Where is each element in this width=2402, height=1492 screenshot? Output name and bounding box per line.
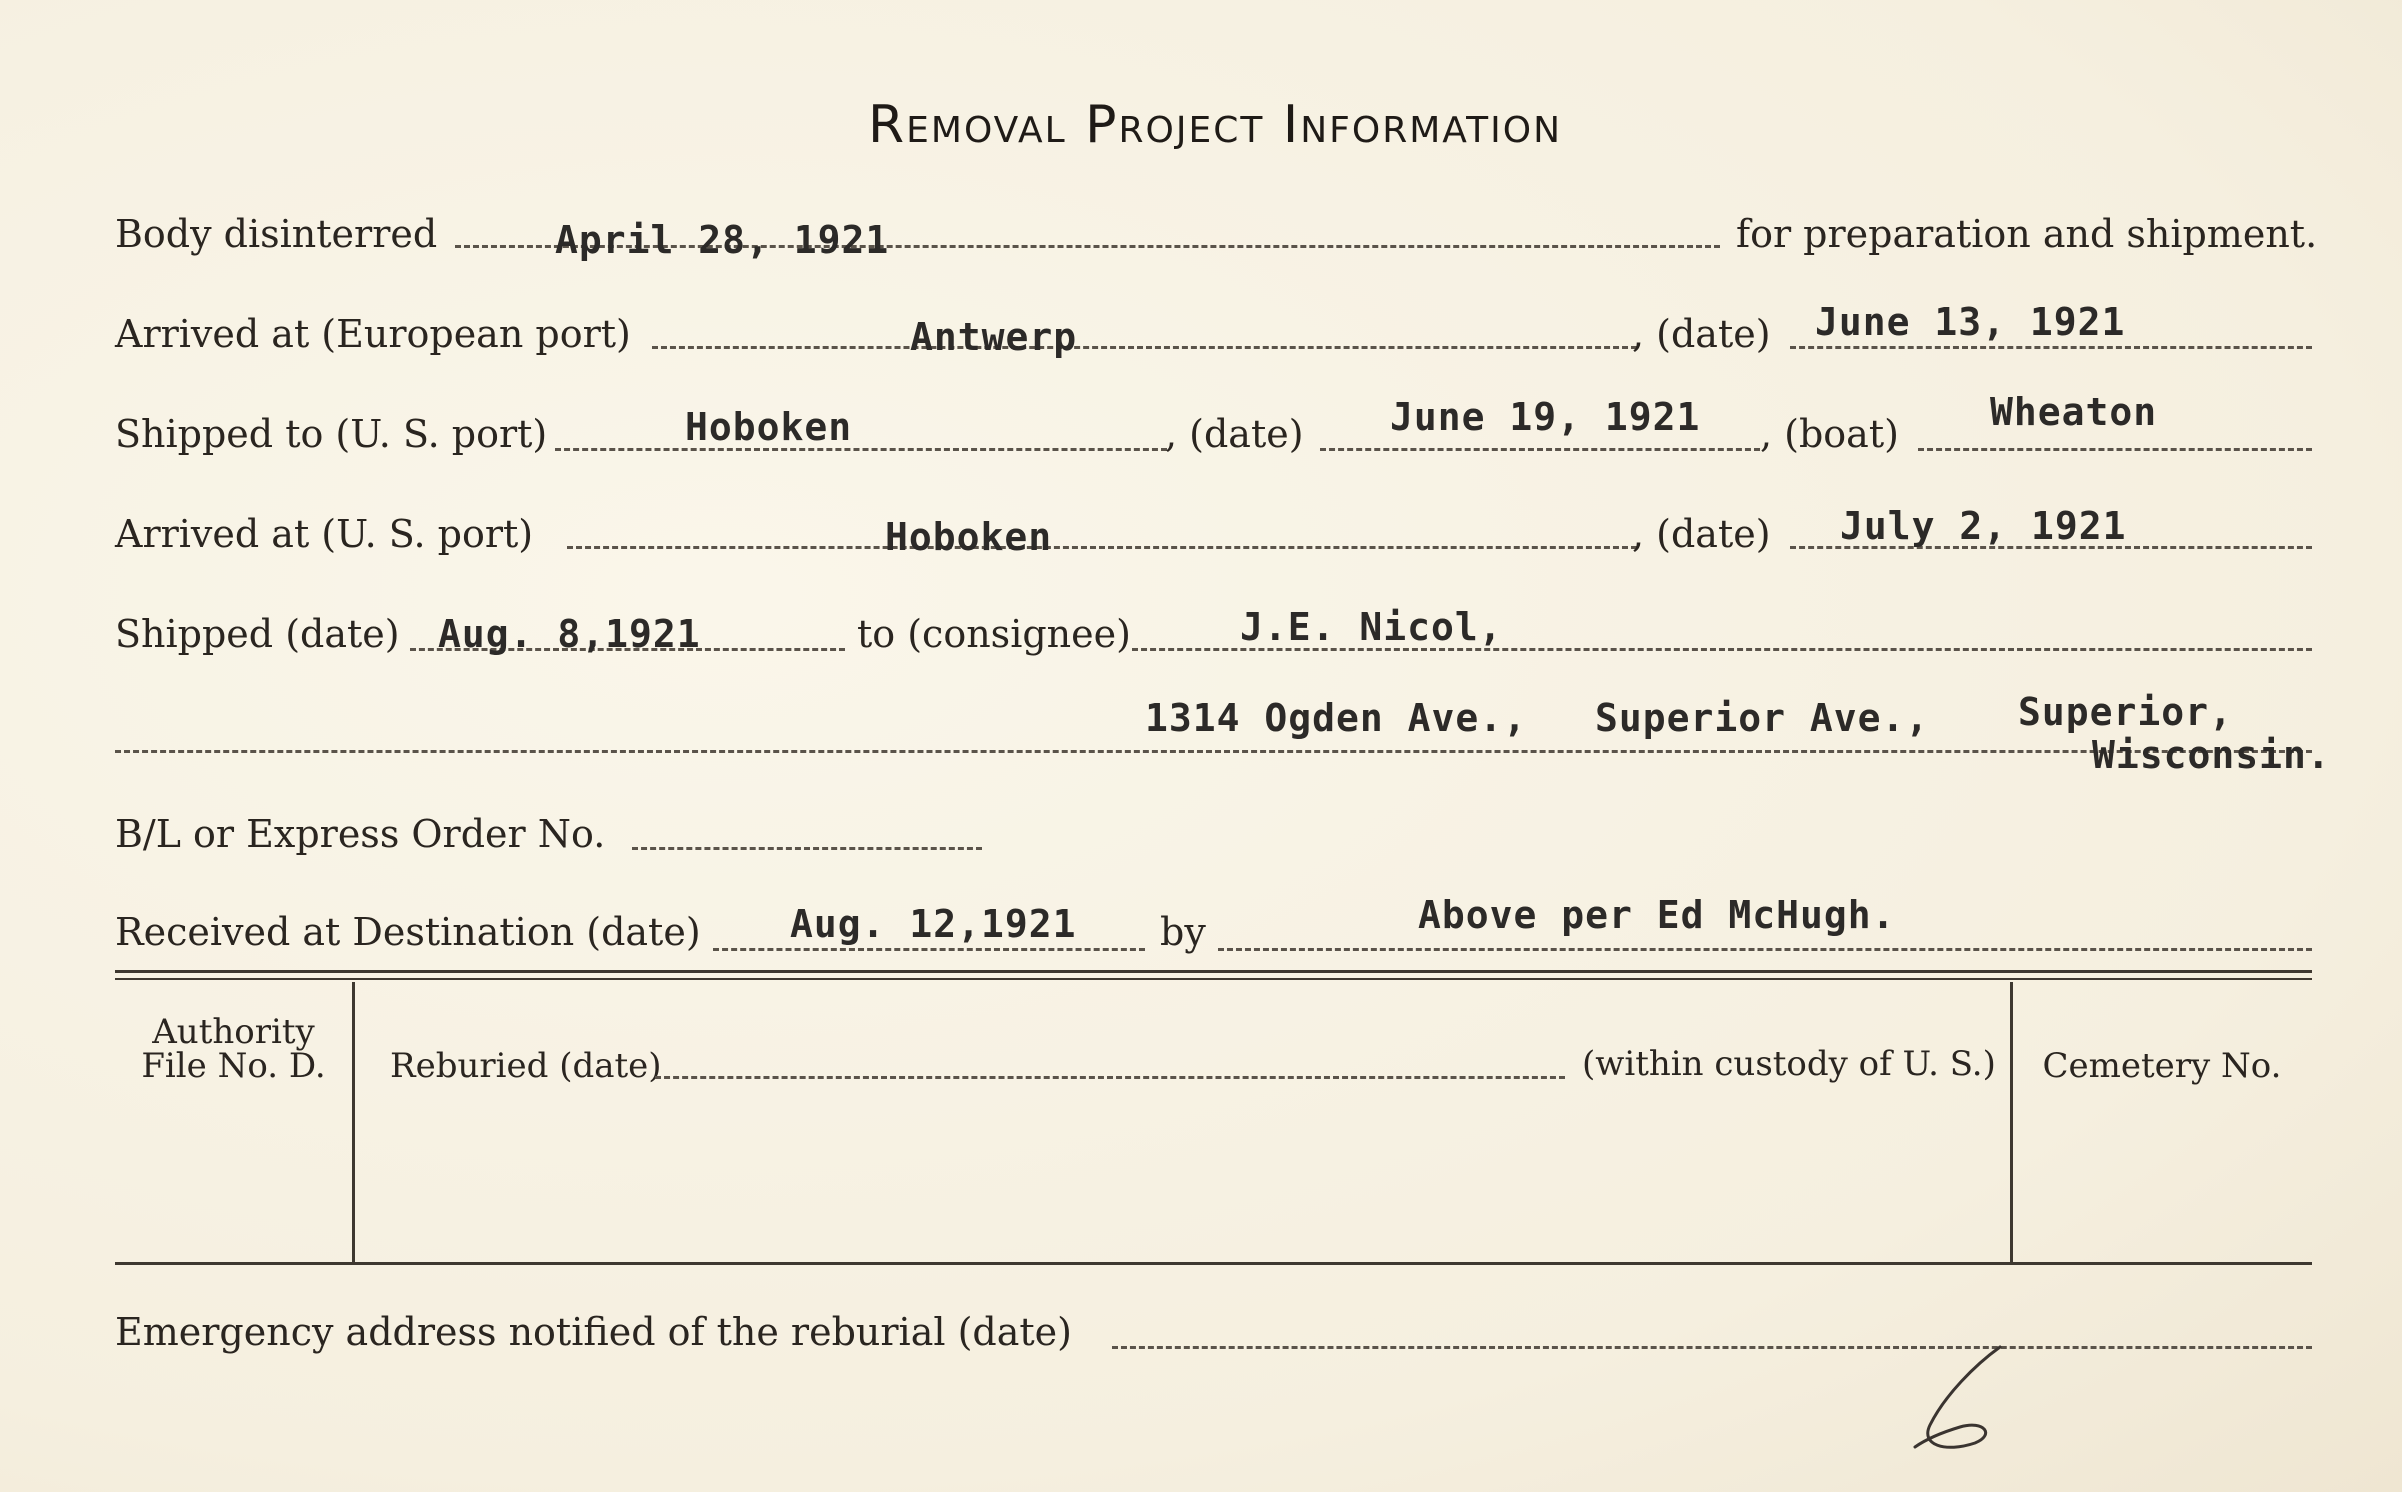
label-boat: , (boat): [1760, 412, 1899, 456]
label-shipped-date: Shipped (date): [115, 612, 400, 656]
value-consignee-address-1: 1314 Ogden Ave.,: [1145, 696, 1528, 740]
fill-line: [1790, 346, 2312, 349]
fill-line: [115, 750, 2312, 753]
fill-line: [1918, 448, 2312, 451]
card-title: Removal Project Information: [868, 95, 1562, 155]
fill-line: [652, 346, 1637, 349]
label-to-consignee: to (consignee): [857, 612, 1131, 656]
label-arrived-us-port: Arrived at (U. S. port): [115, 512, 534, 556]
value-received-date: Aug. 12,1921: [790, 902, 1077, 946]
label-file-no: File No. D.: [141, 1046, 326, 1086]
fill-line: [567, 546, 1637, 549]
label-received-destination: Received at Destination (date): [115, 910, 701, 954]
table-divider: [352, 982, 355, 1264]
value-disinterred-date: April 28, 1921: [555, 218, 890, 262]
label-by: by: [1160, 910, 1206, 954]
table-top-rule: [115, 970, 2312, 973]
value-us-arrival-date: July 2, 1921: [1840, 504, 2127, 548]
value-consignee-address-2: Superior Ave.,: [1595, 696, 1930, 740]
label-date: , (date): [1632, 512, 1771, 556]
value-consignee-state: Wisconsin.: [2092, 733, 2331, 777]
label-reburied: Reburied (date): [390, 1046, 662, 1086]
fill-line: [1112, 1346, 2312, 1349]
value-european-port: Antwerp: [910, 315, 1078, 359]
table-divider: [2010, 982, 2013, 1264]
label-within-custody: (within custody of U. S.): [1582, 1044, 1996, 1084]
fill-line: [713, 948, 1145, 951]
value-shipped-date: June 19, 1921: [1390, 395, 1701, 439]
label-shipped-us-port: Shipped to (U. S. port): [115, 412, 548, 456]
fill-line: [655, 1076, 1565, 1079]
fill-line: [1218, 948, 2312, 951]
value-consignee-name: J.E. Nicol,: [1240, 605, 1503, 649]
value-shipped-to-consignee-date: Aug. 8,1921: [438, 612, 701, 656]
label-authority: Authority: [152, 1012, 315, 1052]
value-us-port-arrived: Hoboken: [885, 515, 1053, 559]
handwritten-initial-mark: [1905, 1335, 2015, 1455]
label-bl-order: B/L or Express Order No.: [115, 812, 606, 856]
fill-line: [555, 448, 1167, 451]
value-consignee-city: Superior,: [2018, 690, 2233, 734]
label-arrived-european-port: Arrived at (European port): [115, 312, 631, 356]
value-us-port-shipped: Hoboken: [685, 405, 853, 449]
label-emergency: Emergency address notified of the reburial (date): [115, 1310, 1072, 1354]
label-for-preparation: for preparation and shipment.: [1736, 212, 2318, 256]
label-body-disinterred: Body disinterred: [115, 212, 438, 256]
table-top-rule-inner: [115, 978, 2312, 980]
value-received-by: Above per Ed McHugh.: [1418, 893, 1896, 937]
fill-line: [1320, 448, 1760, 451]
table-bottom-rule: [115, 1262, 2312, 1265]
value-european-arrival-date: June 13, 1921: [1815, 300, 2126, 344]
value-boat: Wheaton: [1990, 390, 2158, 434]
fill-line: [632, 847, 982, 850]
label-cemetery-no: Cemetery No.: [2042, 1046, 2282, 1086]
label-date: , (date): [1632, 312, 1771, 356]
label-date: , (date): [1165, 412, 1304, 456]
